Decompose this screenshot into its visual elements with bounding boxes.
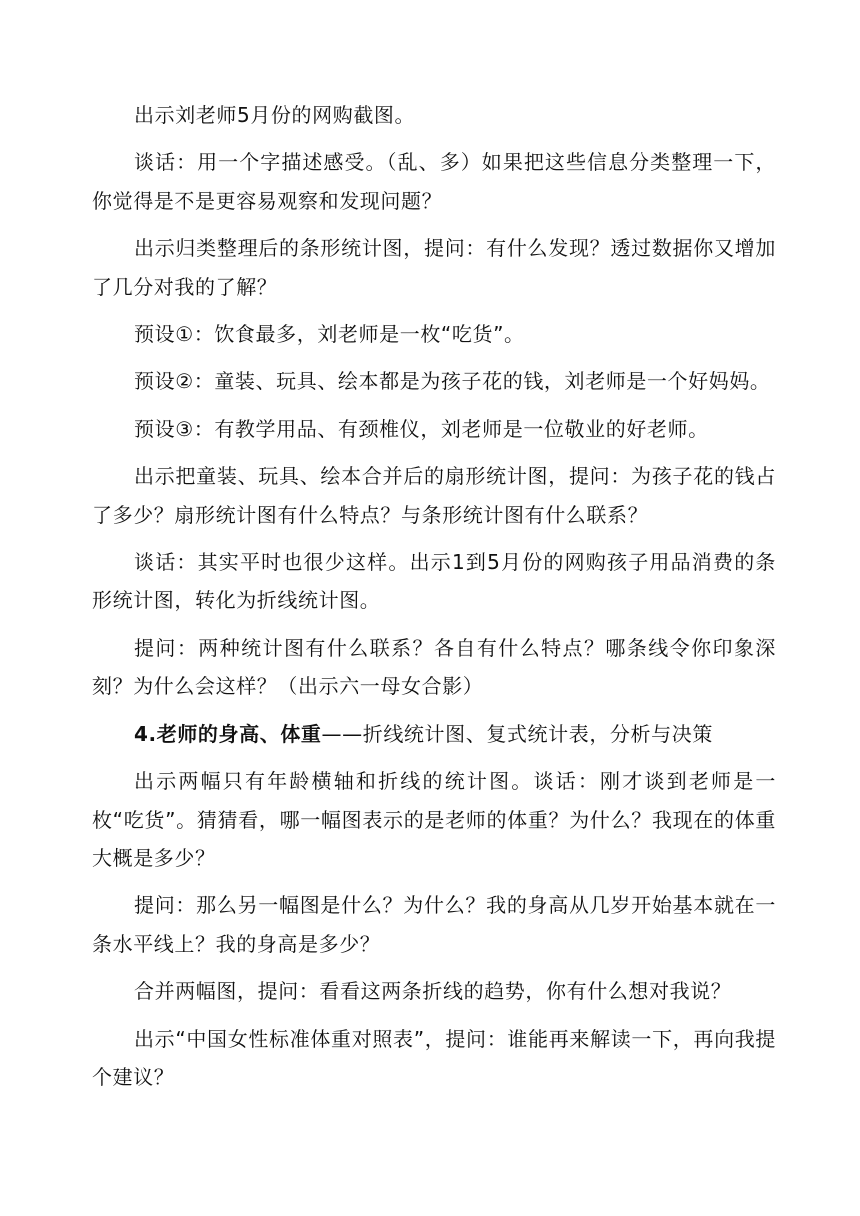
paragraph: 提问：那么另一幅图是什么？为什么？我的身高从几岁开始基本就在一条水平线上？我的身高是多少？	[92, 893, 776, 956]
paragraph: 谈话：其实平时也很少这样。出示1到5月份的网购孩子用品消费的条形统计图，转化为折线统计图。	[92, 550, 776, 613]
section-subtitle: ——折线统计图、复式统计表，分析与决策	[321, 721, 713, 746]
paragraph: 出示归类整理后的条形统计图，提问：有什么发现？透过数据你又增加了几分对我的了解？	[92, 236, 776, 299]
section-title: 4.老师的身高、体重	[134, 721, 322, 746]
paragraph: 出示“中国女性标准体重对照表”，提问：谁能再来解读一下，再向我提个建议？	[92, 1026, 776, 1089]
paragraph: 预设②：童装、玩具、绘本都是为孩子花的钱，刘老师是一个好妈妈。	[134, 369, 771, 394]
paragraph: 出示把童装、玩具、绘本合并后的扇形统计图，提问：为孩子花的钱占了多少？扇形统计图有什么特点？与条形统计图有什么联系？	[92, 464, 776, 527]
paragraph: 预设③：有教学用品、有颈椎仪，刘老师是一位敬业的好老师。	[134, 416, 709, 441]
document-body	[92, 96, 776, 1096]
paragraph: 合并两幅图，提问：看看这两条折线的趋势，你有什么想对我说？	[134, 979, 732, 1004]
paragraph: 出示刘老师5月份的网购截图。	[134, 103, 416, 127]
section-heading	[92, 715, 776, 753]
paragraph: 谈话：用一个字描述感受。（乱、多）如果把这些信息分类整理一下，你觉得是不是更容易观察和发现问题？	[92, 150, 776, 213]
paragraph: 出示两幅只有年龄横轴和折线的统计图。谈话：刚才谈到老师是一枚“吃货”。猜猜看，哪一幅图表示的是老师的体重？为什么？我现在的体重大概是多少？	[92, 769, 776, 870]
paragraph: 预设①：饮食最多，刘老师是一枚“吃货”。	[134, 322, 525, 347]
paragraph: 提问：两种统计图有什么联系？各自有什么特点？哪条线令你印象深刻？为什么会这样？（出示六一母女合影）	[92, 635, 776, 699]
